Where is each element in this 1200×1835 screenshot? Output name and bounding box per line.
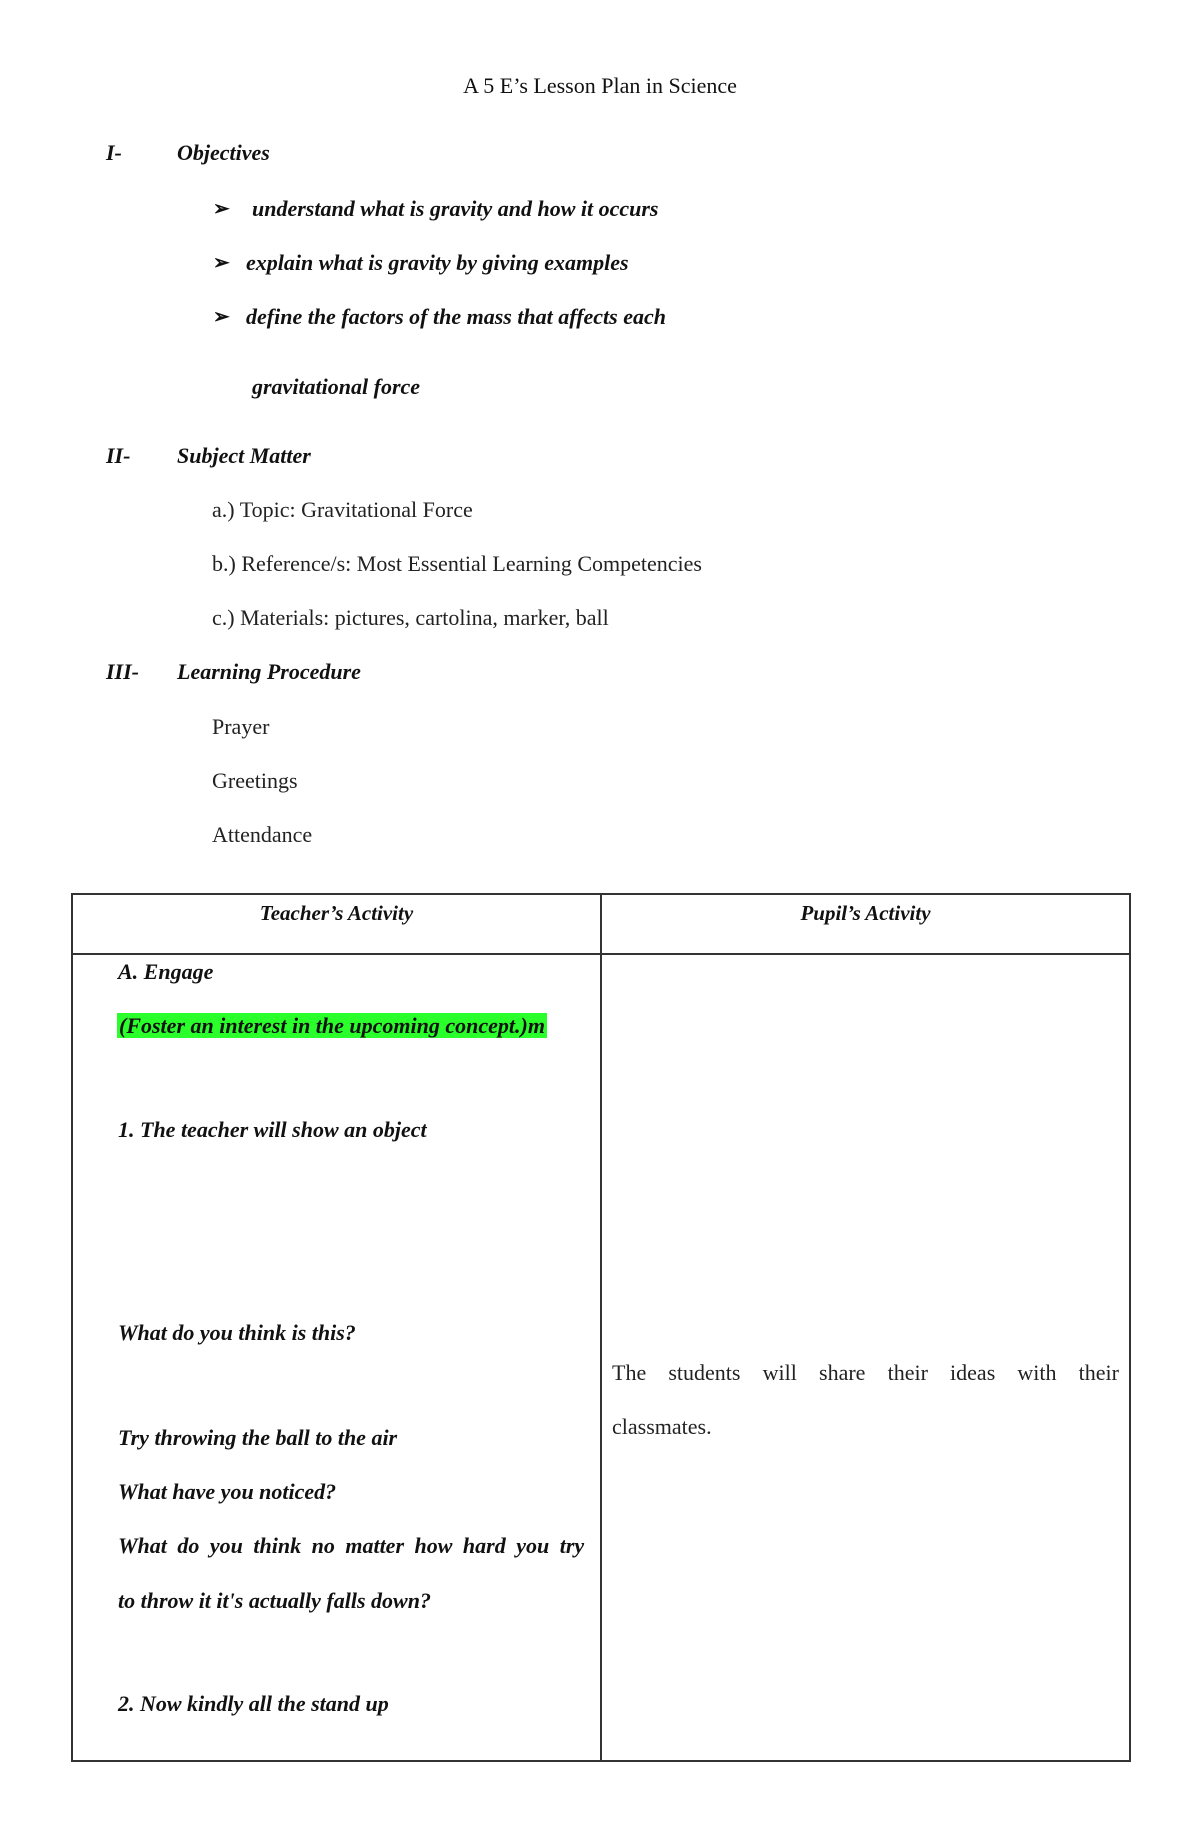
engage-phase: A. Engage xyxy=(118,959,214,984)
subject-matter-heading: Subject Matter xyxy=(177,443,311,468)
subject-matter-numeral: II- xyxy=(106,443,131,468)
procedure-greetings: Greetings xyxy=(212,768,298,793)
pupil-response-line-2: classmates. xyxy=(612,1414,712,1439)
objective-continuation: gravitational force xyxy=(252,374,421,399)
teacher-activity-header: Teacher’s Activity xyxy=(72,894,601,954)
teacher-question-3: What have you noticed? xyxy=(118,1479,337,1504)
learning-procedure-numeral: III- xyxy=(106,659,140,684)
objectives-numeral: I- xyxy=(106,140,122,165)
teacher-question-4a: What do you think no matter how hard you try xyxy=(118,1533,585,1558)
teacher-activity-cell xyxy=(72,954,601,1761)
subject-topic: a.) Topic: Gravitational Force xyxy=(212,497,473,522)
procedure-prayer: Prayer xyxy=(212,714,270,739)
pupil-activity-cell xyxy=(601,954,1130,1761)
bullet-icon: ➢ xyxy=(213,198,230,220)
teacher-step-2: 2. Now kindly all the stand up xyxy=(118,1691,389,1716)
pupil-response-line-1: The students will share their ideas with their xyxy=(612,1360,1119,1385)
objective-item: define the factors of the mass that affects each xyxy=(246,304,666,329)
engage-purpose xyxy=(117,1013,547,1039)
teacher-question-2: Try throwing the ball to the air xyxy=(118,1425,398,1450)
teacher-step-1: 1. The teacher will show an object xyxy=(118,1117,427,1142)
objective-item: understand what is gravity and how it occurs xyxy=(252,196,659,221)
learning-procedure-heading: Learning Procedure xyxy=(177,659,361,684)
page-title: A 5 E’s Lesson Plan in Science xyxy=(463,73,737,98)
objectives-heading: Objectives xyxy=(177,140,270,165)
subject-reference: b.) Reference/s: Most Essential Learning Competencies xyxy=(212,551,702,576)
objective-item: explain what is gravity by giving examples xyxy=(246,250,629,275)
procedure-attendance: Attendance xyxy=(212,822,313,847)
teacher-question-4b: to throw it it's actually falls down? xyxy=(118,1588,431,1613)
pupil-activity-header: Pupil’s Activity xyxy=(601,894,1130,954)
bullet-icon: ➢ xyxy=(213,252,230,274)
activity-table xyxy=(71,893,1131,1762)
engage-highlight: (Foster an interest in the upcoming concept.)m xyxy=(119,1013,545,1038)
teacher-question-1: What do you think is this? xyxy=(118,1320,356,1345)
subject-materials: c.) Materials: pictures, cartolina, marker, ball xyxy=(212,605,609,630)
bullet-icon: ➢ xyxy=(213,306,230,328)
